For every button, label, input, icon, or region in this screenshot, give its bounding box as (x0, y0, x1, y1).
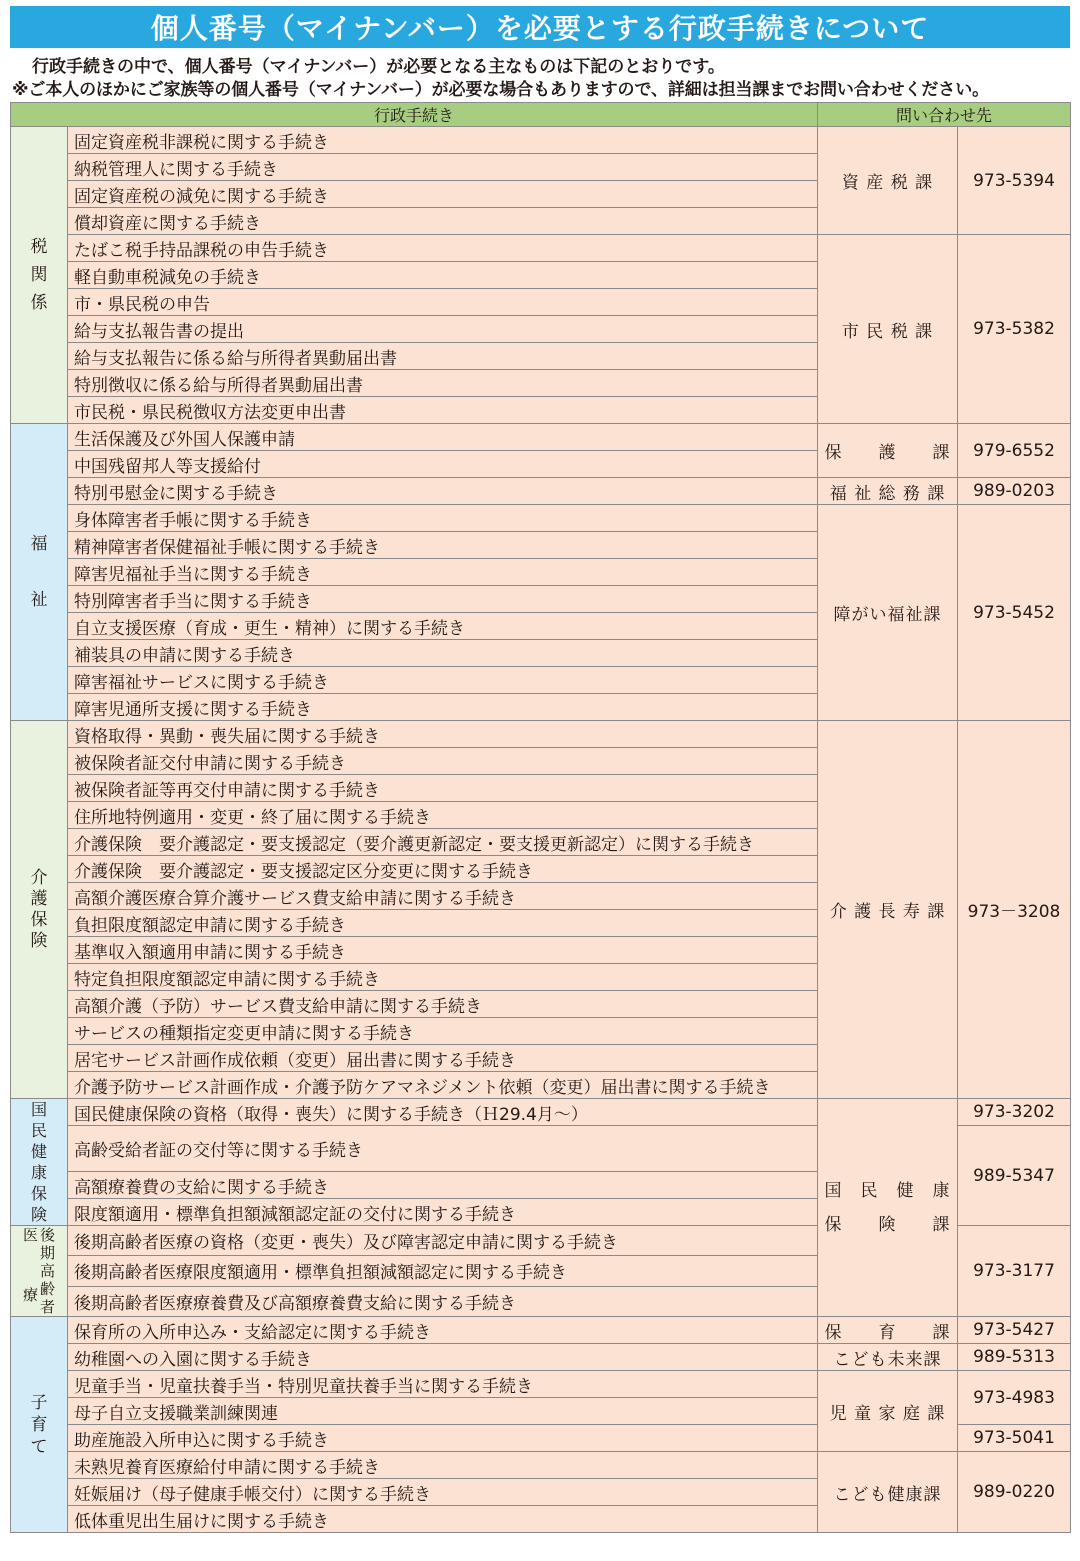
procedure-cell: 児童手当・児童扶養手当・特別児童扶養手当に関する手続き (68, 1371, 818, 1398)
phone-cell: 989-5313 (958, 1344, 1071, 1371)
category-label: 子 育 て (30, 1392, 48, 1457)
phone-cell: 989-5347 (958, 1126, 1071, 1226)
procedure-cell: 特定負担限度額認定申請に関する手続き (68, 964, 818, 991)
table-header-row (11, 103, 1071, 127)
category-label: 国 民 健 康 保 険 (30, 1100, 47, 1224)
category-label: 医 療 後 期 高 齢 者 (22, 1226, 56, 1316)
procedure-cell: 高額療養費の支給に関する手続き (68, 1172, 818, 1199)
phone-cell: 973-4983 (958, 1371, 1071, 1425)
procedure-cell: 介護予防サービス計画作成・介護予防ケアマネジメント依頼（変更）届出書に関する手続き (68, 1072, 818, 1099)
dept-cell: 児 童 家 庭 課 (818, 1371, 958, 1452)
procedure-cell: 限度額適用・標準負担額減額認定証の交付に関する手続き (68, 1199, 818, 1226)
procedure-cell: 後期高齢者医療の資格（変更・喪失）及び障害認定申請に関する手続き (68, 1226, 818, 1256)
procedures-table (10, 102, 1071, 1533)
procedure-cell: 幼稚園への入園に関する手続き (68, 1344, 818, 1371)
dept-cell: 介 護 長 寿 課 (818, 721, 958, 1099)
group-care (11, 721, 1071, 1099)
procedure-cell: 国民健康保険の資格（取得・喪失）に関する手続き（Ｈ29.4月～） (68, 1099, 818, 1126)
header-procedure: 行政手続き (11, 103, 818, 127)
procedure-cell: 自立支援医療（育成・更生・精神）に関する手続き (68, 613, 818, 640)
procedure-cell: 介護保険 要介護認定・要支援認定（要介護更新認定・要支援更新認定）に関する手続き (68, 829, 818, 856)
procedure-cell: 住所地特例適用・変更・終了届に関する手続き (68, 802, 818, 829)
phone-cell: 989-0203 (958, 478, 1071, 505)
phone-cell: 989-0220 (958, 1452, 1071, 1533)
group-health (11, 1099, 1071, 1317)
procedure-cell: 障害児通所支援に関する手続き (68, 694, 818, 721)
phone-cell: 973-5427 (958, 1317, 1071, 1344)
dept-cell (818, 1099, 958, 1317)
procedure-cell: 後期高齢者医療限度額適用・標準負担額減額認定に関する手続き (68, 1256, 818, 1286)
procedure-cell: 固定資産税非課税に関する手続き (68, 127, 818, 154)
procedure-cell: 被保険者証等再交付申請に関する手続き (68, 775, 818, 802)
category-elderly (11, 1226, 68, 1317)
procedure-cell: 高額介護（予防）サービス費支給申請に関する手続き (68, 991, 818, 1018)
procedure-cell: 身体障害者手帳に関する手続き (68, 505, 818, 532)
dept-line: 国 民 健 康 (824, 1180, 951, 1201)
procedure-cell: 市・県民税の申告 (68, 289, 818, 316)
table-row (11, 505, 1071, 532)
procedure-cell: 介護保険 要介護認定・要支援認定区分変更に関する手続き (68, 856, 818, 883)
table-row (11, 1371, 1071, 1398)
procedure-cell: 助産施設入所申込に関する手続き (68, 1425, 818, 1452)
table-row (11, 1317, 1071, 1344)
phone-cell: 979-6552 (958, 424, 1071, 478)
procedure-cell: 負担限度額認定申請に関する手続き (68, 910, 818, 937)
procedure-cell: 高齢受給者証の交付等に関する手続き (68, 1126, 818, 1172)
procedure-cell: 低体重児出生届けに関する手続き (68, 1506, 818, 1533)
table-row (11, 424, 1071, 451)
table-row (11, 127, 1071, 154)
header-contact: 問い合わせ先 (818, 103, 1071, 127)
procedure-cell: 被保険者証交付申請に関する手続き (68, 748, 818, 775)
procedure-cell: 精神障害者保健福祉手帳に関する手続き (68, 532, 818, 559)
category-label: 介 護 保 険 (30, 867, 48, 951)
group-tax (11, 127, 1071, 424)
procedure-cell: 高額介護医療合算介護サービス費支給申請に関する手続き (68, 883, 818, 910)
procedure-cell: 生活保護及び外国人保護申請 (68, 424, 818, 451)
procedure-cell: 妊娠届け（母子健康手帳交付）に関する手続き (68, 1479, 818, 1506)
dept-cell: こども健康課 (818, 1452, 958, 1533)
category-tax (11, 127, 68, 424)
procedure-cell: 償却資産に関する手続き (68, 208, 818, 235)
category-care (11, 721, 68, 1099)
procedure-cell: 資格取得・異動・喪失届に関する手続き (68, 721, 818, 748)
category-label: 福 祉 (30, 534, 48, 610)
procedure-cell: 障害福祉サービスに関する手続き (68, 667, 818, 694)
procedure-cell: サービスの種類指定変更申請に関する手続き (68, 1018, 818, 1045)
table-row (11, 1452, 1071, 1479)
procedure-cell: 軽自動車税減免の手続き (68, 262, 818, 289)
procedure-cell: 納税管理人に関する手続き (68, 154, 818, 181)
procedure-cell: 補装具の申請に関する手続き (68, 640, 818, 667)
phone-cell: 973－3208 (958, 721, 1071, 1099)
procedure-cell: 特別障害者手当に関する手続き (68, 586, 818, 613)
procedure-cell: 固定資産税の減免に関する手続き (68, 181, 818, 208)
table-row (11, 1099, 1071, 1126)
table-row (11, 721, 1071, 748)
table-row (11, 235, 1071, 262)
procedure-cell: 特別弔慰金に関する手続き (68, 478, 818, 505)
category-kids (11, 1317, 68, 1533)
procedure-cell: たばこ税手持品課税の申告手続き (68, 235, 818, 262)
intro-text (10, 56, 1072, 102)
phone-cell: 973-5382 (958, 235, 1071, 424)
dept-cell: 保 育 課 (818, 1317, 958, 1344)
category-nhi (11, 1099, 68, 1226)
procedure-cell: 基準収入額適用申請に関する手続き (68, 937, 818, 964)
dept-cell: 市 民 税 課 (818, 235, 958, 424)
procedure-cell: 後期高齢者医療療養費及び高額療養費支給に関する手続き (68, 1286, 818, 1316)
dept-line: 保 険 課 (824, 1214, 951, 1235)
phone-cell: 973-5041 (958, 1425, 1071, 1452)
phone-cell: 973-5394 (958, 127, 1071, 235)
dept-cell: 資 産 税 課 (818, 127, 958, 235)
procedure-cell: 居宅サービス計画作成依頼（変更）届出書に関する手続き (68, 1045, 818, 1072)
procedure-cell: 給与支払報告に係る給与所得者異動届出書 (68, 343, 818, 370)
intro-line-1: 行政手続きの中で、個人番号（マイナンバー）が必要となる主なものは下記のとおりです。 (32, 57, 725, 77)
procedure-cell: 中国残留邦人等支援給付 (68, 451, 818, 478)
table-row (11, 478, 1071, 505)
dept-cell: 福 祉 総 務 課 (818, 478, 958, 505)
table-row (11, 1344, 1071, 1371)
procedure-cell: 母子自立支援職業訓練関連 (68, 1398, 818, 1425)
procedure-cell: 障害児福祉手当に関する手続き (68, 559, 818, 586)
procedure-cell: 給与支払報告書の提出 (68, 316, 818, 343)
dept-cell: 障がい福祉課 (818, 505, 958, 721)
category-welfare (11, 424, 68, 721)
procedure-cell: 市民税・県民税徴収方法変更申出書 (68, 397, 818, 424)
group-welfare (11, 424, 1071, 721)
dept-cell: 保 護 課 (818, 424, 958, 478)
category-label: 税 関 係 (30, 237, 48, 313)
phone-cell: 973-5452 (958, 505, 1071, 721)
procedure-cell: 保育所の入所申込み・支給認定に関する手続き (68, 1317, 818, 1344)
phone-cell: 973-3202 (958, 1099, 1071, 1126)
page-title: 個人番号（マイナンバー）を必要とする行政手続きについて (10, 6, 1070, 48)
procedure-cell: 特別徴収に係る給与所得者異動届出書 (68, 370, 818, 397)
dept-cell: こども未来課 (818, 1344, 958, 1371)
procedure-cell: 未熟児養育医療給付申請に関する手続き (68, 1452, 818, 1479)
intro-line-2: ※ご本人のほかにご家族等の個人番号（マイナンバー）が必要な場合もありますので、詳細は担当課までお問い合わせください。 (12, 80, 990, 100)
group-kids (11, 1317, 1071, 1533)
phone-cell: 973-3177 (958, 1226, 1071, 1317)
